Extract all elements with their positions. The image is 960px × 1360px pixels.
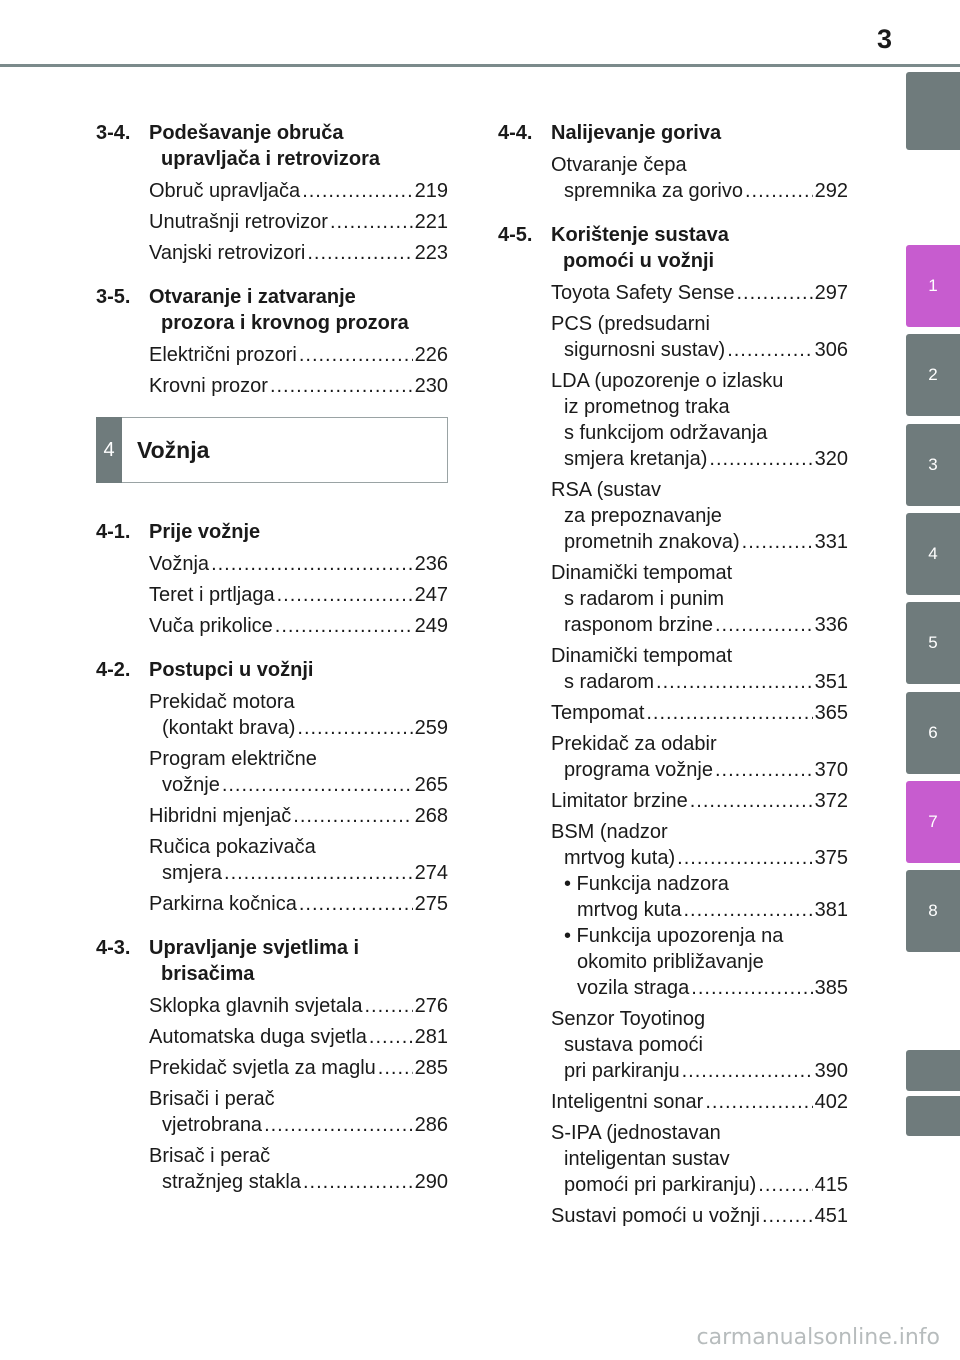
- index-tab-2[interactable]: [906, 334, 960, 416]
- subentry-title-cont: mrtvog kuta: [577, 899, 682, 921]
- entry-title-cont: vjetrobrana: [162, 1114, 263, 1136]
- entry-title-cont: za prepoznavanje: [564, 505, 722, 527]
- toc-entry[interactable]: [551, 1120, 848, 1198]
- toc-entry[interactable]: [551, 1203, 848, 1229]
- entry-page: 221: [414, 211, 448, 233]
- chapter-title: Vožnja: [137, 437, 210, 463]
- toc-entry[interactable]: [149, 993, 448, 1019]
- entry-title: BSM (nadzor: [551, 821, 668, 843]
- section-number: 3-5.: [96, 286, 131, 308]
- section-title-cont: pomoći u vožnji: [563, 250, 715, 272]
- entry-title: Toyota Safety Sense: [551, 282, 735, 304]
- toc-entry[interactable]: [149, 803, 448, 829]
- entry-title: Vanjski retrovizori: [149, 242, 306, 264]
- entry-title-cont: iz prometnog traka: [564, 396, 730, 418]
- entry-page: 276: [414, 995, 448, 1017]
- entry-title-cont: s funkcijom održavanja: [564, 422, 768, 444]
- entry-page: 306: [814, 339, 848, 361]
- entry-page: 275: [414, 893, 448, 915]
- index-tab-extra-1[interactable]: [906, 1050, 960, 1091]
- entry-page: 390: [814, 1060, 848, 1082]
- entry-title: Brisač i perač: [149, 1145, 271, 1167]
- section-heading: [96, 519, 448, 545]
- entry-title: Prekidač svjetla za maglu: [149, 1057, 376, 1079]
- tab-label: 8: [928, 901, 938, 920]
- index-tab-extra-2[interactable]: [906, 1096, 960, 1136]
- toc-entry[interactable]: [551, 1006, 848, 1084]
- toc-section-3-5: [96, 284, 448, 399]
- entry-title-cont: pomoći pri parkiranju): [564, 1174, 757, 1196]
- chapter-index-tabs: [906, 0, 960, 1360]
- entry-page: 290: [414, 1171, 448, 1193]
- entry-title-cont: mrtvog kuta): [564, 847, 676, 869]
- entry-title-cont: (kontakt brava): [162, 717, 296, 739]
- subentry-title: • Funkcija nadzora: [564, 873, 729, 895]
- toc-left-column: [96, 120, 448, 1213]
- entry-title-cont: sigurnosni sustav): [564, 339, 726, 361]
- section-title: Korištenje sustava: [551, 224, 729, 246]
- toc-entry[interactable]: [149, 834, 448, 886]
- toc-entry[interactable]: [149, 551, 448, 577]
- toc-entry[interactable]: [149, 342, 448, 368]
- toc-entry[interactable]: [551, 311, 848, 363]
- entry-title: Hibridni mjenjač: [149, 805, 292, 827]
- index-tab-6[interactable]: [906, 692, 960, 774]
- header-rule: [0, 64, 960, 67]
- toc-right-column: [498, 120, 848, 1247]
- entry-page: 247: [414, 584, 448, 606]
- subentry-page: 381: [814, 899, 848, 921]
- subentry-page: 385: [814, 977, 848, 999]
- entry-title: Prekidač za odabir: [551, 733, 717, 755]
- entry-page: 297: [814, 282, 848, 304]
- toc-entry[interactable]: [551, 819, 848, 1001]
- toc-entry[interactable]: [149, 891, 448, 917]
- subentry-title-cont: vozila straga: [577, 977, 690, 999]
- index-tab-3[interactable]: [906, 424, 960, 506]
- section-title: Upravljanje svjetlima i: [149, 937, 360, 959]
- toc-entry[interactable]: [551, 1089, 848, 1115]
- section-number: 4-4.: [498, 122, 533, 144]
- entry-title: RSA (sustav: [551, 479, 662, 501]
- entry-title: Ručica pokazivača: [149, 836, 316, 858]
- toc-entry[interactable]: [149, 209, 448, 235]
- entry-title-cont: prometnih znakova): [564, 531, 740, 553]
- toc-entry[interactable]: [551, 731, 848, 783]
- toc-section-4-1: [96, 519, 448, 639]
- entry-title: Unutrašnji retrovizor: [149, 211, 328, 233]
- entry-page: 230: [414, 375, 448, 397]
- section-heading: [498, 222, 848, 274]
- section-number: 4-5.: [498, 224, 533, 246]
- watermark: carmanualsonline.info: [696, 1325, 940, 1350]
- toc-entry[interactable]: [551, 643, 848, 695]
- entry-title-cont: s radarom: [564, 671, 655, 693]
- entry-title-cont: smjera: [162, 862, 223, 884]
- section-number: 4-1.: [96, 521, 131, 543]
- toc-section-4-3: [96, 935, 448, 1195]
- page-number: 3: [876, 24, 892, 54]
- toc-entry[interactable]: [149, 613, 448, 639]
- entry-page: 236: [414, 553, 448, 575]
- entry-title-cont: s radarom i punim: [564, 588, 725, 610]
- entry-page: 249: [414, 615, 448, 637]
- index-tab-5[interactable]: [906, 602, 960, 684]
- section-number: 3-4.: [96, 122, 131, 144]
- entry-page: 351: [814, 671, 848, 693]
- toc-entry[interactable]: [551, 477, 848, 555]
- entry-title: Teret i prtljaga: [149, 584, 275, 606]
- toc-entry[interactable]: [149, 1143, 448, 1195]
- section-heading: [96, 657, 448, 683]
- entry-title: Tempomat: [551, 702, 645, 724]
- toc-entry[interactable]: [149, 1086, 448, 1138]
- entry-title: LDA (upozorenje o izlasku: [551, 370, 784, 392]
- entry-title: Brisači i perač: [149, 1088, 275, 1110]
- subentry-title-cont: okomito približavanje: [577, 951, 764, 973]
- entry-page: 281: [414, 1026, 448, 1048]
- entry-page: 370: [814, 759, 848, 781]
- toc-section-4-2: [96, 657, 448, 917]
- entry-title-cont: spremnika za gorivo: [564, 180, 743, 202]
- toc-entry[interactable]: [551, 152, 848, 204]
- tab-label: 7: [928, 812, 938, 831]
- tab-label: 4: [928, 544, 938, 563]
- entry-page: 320: [814, 448, 848, 470]
- entry-page: 292: [814, 180, 848, 202]
- entry-page: 451: [814, 1205, 848, 1227]
- index-tab-1[interactable]: [906, 245, 960, 327]
- section-title-cont: upravljača i retrovizora: [161, 148, 380, 170]
- entry-title-cont: pri parkiranju: [564, 1060, 680, 1082]
- entry-page: 268: [414, 805, 448, 827]
- section-heading: [96, 935, 448, 987]
- entry-title: Parkirna kočnica: [149, 893, 297, 915]
- section-heading: [96, 120, 448, 172]
- chapter-number: 4: [96, 417, 122, 483]
- entry-title: Inteligentni sonar: [551, 1091, 704, 1113]
- toc-entry[interactable]: [149, 178, 448, 204]
- index-tab-7[interactable]: [906, 781, 960, 863]
- entry-page: 336: [814, 614, 848, 636]
- section-number: 4-2.: [96, 659, 131, 681]
- entry-title: Krovni prozor: [149, 375, 268, 397]
- entry-title: S-IPA (jednostavan: [551, 1122, 721, 1144]
- tab-label: 1: [928, 276, 938, 295]
- entry-title-cont: inteligentan sustav: [564, 1148, 730, 1170]
- section-title-cont: brisačima: [161, 963, 255, 985]
- entry-title: Vožnja: [149, 553, 210, 575]
- index-tab-top[interactable]: [906, 72, 960, 150]
- tab-label: 5: [928, 633, 938, 652]
- subentry-title: • Funkcija upozorenja na: [564, 925, 784, 947]
- toc-section-3-4: [96, 120, 448, 266]
- section-number: 4-3.: [96, 937, 131, 959]
- entry-page: 274: [414, 862, 448, 884]
- entry-title: Limitator brzine: [551, 790, 688, 812]
- section-title: Podešavanje obruča: [149, 122, 344, 144]
- entry-page: 223: [414, 242, 448, 264]
- entry-title: Vuča prikolice: [149, 615, 273, 637]
- section-title: Nalijevanje goriva: [551, 122, 722, 144]
- section-title: Prije vožnje: [149, 521, 261, 543]
- entry-title: PCS (predsudarni: [551, 313, 710, 335]
- entry-title: Obruč upravljača: [149, 180, 301, 202]
- toc-section-4-4: [498, 120, 848, 204]
- entry-page: 285: [414, 1057, 448, 1079]
- entry-title-cont: stražnjeg stakla: [162, 1171, 301, 1193]
- toc-section-4-5: [498, 222, 848, 1229]
- tab-label: 3: [928, 455, 938, 474]
- toc-entry[interactable]: [149, 746, 448, 798]
- entry-title: Sustavi pomoći u vožnji: [551, 1205, 760, 1227]
- entry-title: Program električne: [149, 748, 317, 770]
- entry-page: 226: [414, 344, 448, 366]
- entry-title-cont: vožnje: [162, 774, 220, 796]
- toc-entry[interactable]: [551, 280, 848, 306]
- section-title: Otvaranje i zatvaranje: [149, 286, 356, 308]
- entry-page: 219: [414, 180, 448, 202]
- toc-entry[interactable]: [149, 1055, 448, 1081]
- entry-title: Automatska duga svjetla: [149, 1026, 367, 1048]
- toc-entry[interactable]: [149, 1024, 448, 1050]
- entry-title: Prekidač motora: [149, 691, 295, 713]
- toc-entry[interactable]: [149, 582, 448, 608]
- entry-title-cont: smjera kretanja): [564, 448, 708, 470]
- toc-entry[interactable]: [551, 560, 848, 638]
- entry-page: 402: [814, 1091, 848, 1113]
- entry-title: Senzor Toyotinog: [551, 1008, 706, 1030]
- entry-page: 372: [814, 790, 848, 812]
- section-heading: [96, 284, 448, 336]
- section-title-cont: prozora i krovnog prozora: [161, 312, 409, 334]
- toc-entry[interactable]: [551, 368, 848, 472]
- toc-entry[interactable]: [149, 373, 448, 399]
- toc-entry[interactable]: [551, 700, 848, 726]
- entry-title: Dinamički tempomat: [551, 645, 733, 667]
- entry-title: Električni prozori: [149, 344, 297, 366]
- tab-label: 2: [928, 365, 938, 384]
- toc-entry[interactable]: [149, 689, 448, 741]
- entry-page: 259: [414, 717, 448, 739]
- chapter-heading-box: [96, 417, 448, 483]
- index-tab-8[interactable]: [906, 870, 960, 952]
- entry-title-cont: sustava pomoći: [564, 1034, 703, 1056]
- entry-page: 265: [414, 774, 448, 796]
- section-heading: [498, 120, 848, 146]
- entry-page: 286: [414, 1114, 448, 1136]
- entry-title: Dinamički tempomat: [551, 562, 733, 584]
- entry-page: 331: [814, 531, 848, 553]
- entry-title-cont: rasponom brzine: [564, 614, 713, 636]
- entry-title: Sklopka glavnih svjetala: [149, 995, 363, 1017]
- entry-page: 375: [814, 847, 848, 869]
- entry-page: 365: [814, 702, 848, 724]
- section-title: Postupci u vožnji: [149, 659, 314, 681]
- entry-page: 415: [814, 1174, 848, 1196]
- entry-title: Otvaranje čepa: [551, 154, 687, 176]
- index-tab-4[interactable]: [906, 513, 960, 595]
- tab-label: 6: [928, 723, 938, 742]
- entry-title-cont: programa vožnje: [564, 759, 713, 781]
- toc-entry[interactable]: [149, 240, 448, 266]
- toc-entry[interactable]: [551, 788, 848, 814]
